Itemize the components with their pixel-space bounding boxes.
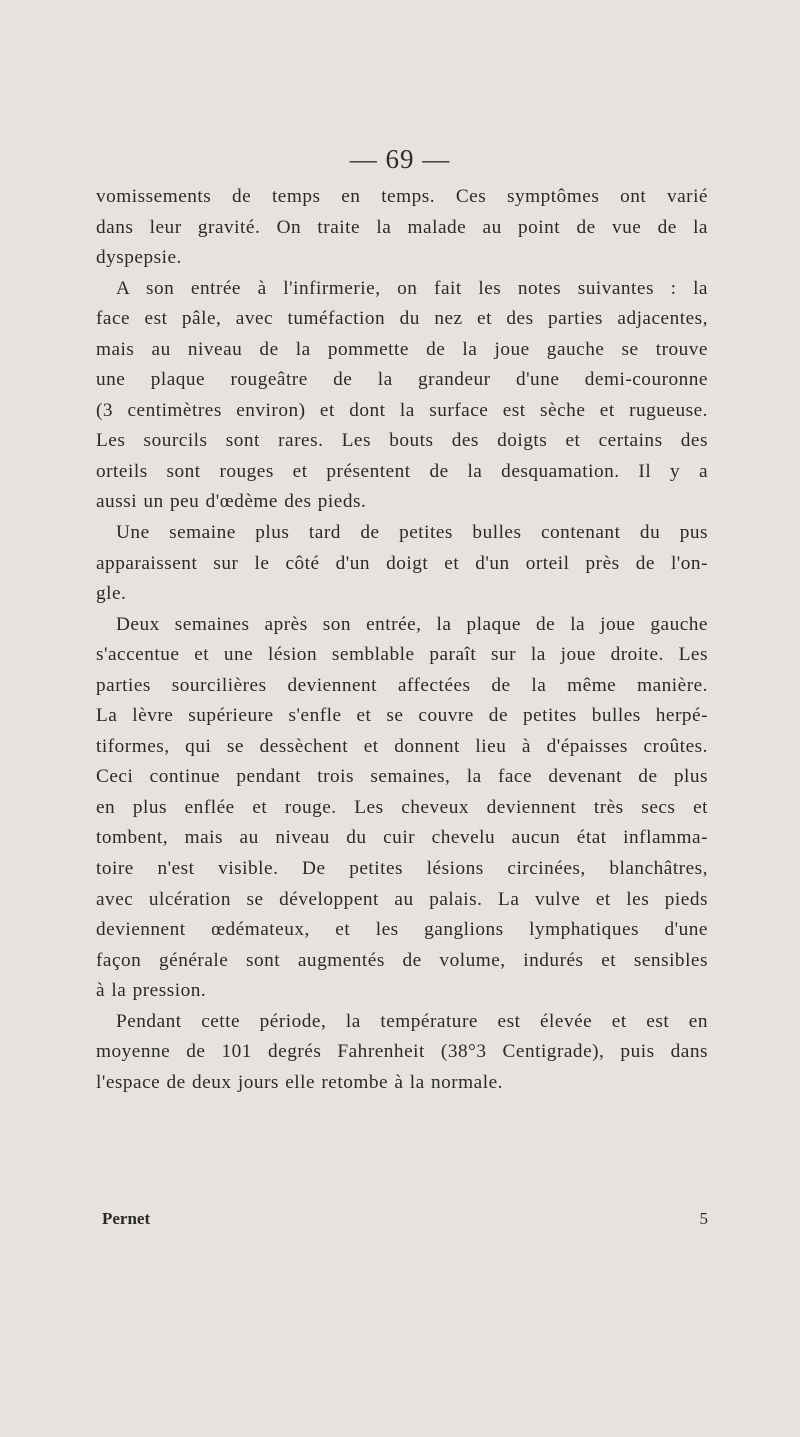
text-line: dyspepsie. <box>96 247 182 269</box>
text-line: l'espace de deux jours elle retombe à la normale. <box>96 1071 503 1093</box>
footer-author: Pernet <box>102 1209 151 1228</box>
text-line: tiformes, qui se dessèchent et donnent lieu à d'épaisses croûtes. <box>96 735 708 757</box>
text-line: avec ulcération se développent au palais. La vulve et les pieds <box>96 888 708 910</box>
text-line: orteils sont rouges et présentent de la desquamation. Il y a <box>96 460 708 482</box>
text-line: tombent, mais au niveau du cuir chevelu aucun état inflamma- <box>96 827 708 849</box>
text-line: toire n'est visible. De petites lésions circinées, blanchâtres, <box>96 858 708 880</box>
text-line: à la pression. <box>96 980 207 1002</box>
text-line: en plus enflée et rouge. Les cheveux deviennent très secs et <box>96 796 708 818</box>
text-line: A son entrée à l'infirmerie, on fait les notes suivantes : la <box>116 277 708 299</box>
signature-mark: 5 <box>699 1209 708 1228</box>
text-line: Les sourcils sont rares. Les bouts des doigts et certains des <box>96 430 708 452</box>
text-line: moyenne de 101 degrés Fahrenheit (38°3 Centigrade), puis dans <box>96 1041 708 1063</box>
text-line: une plaque rougeâtre de la grandeur d'une demi-couronne <box>96 369 708 391</box>
text-line: Pendant cette période, la température est élevée et est en <box>116 1010 708 1032</box>
text-line: apparaissent sur le côté d'un doigt et d'un orteil près de l'on- <box>96 552 708 574</box>
text-line: La lèvre supérieure s'enfle et se couvre de petites bulles herpé- <box>96 705 708 727</box>
text-line: s'accentue et une lésion semblable paraît sur la joue droite. Les <box>96 644 708 666</box>
text-line: façon générale sont augmentés de volume, indurés et sensibles <box>96 949 708 971</box>
text-line: vomissements de temps en temps. Ces symptômes ont varié <box>96 186 708 207</box>
text-line: mais au niveau de la pommette de la joue gauche se trouve <box>96 338 708 360</box>
text-line: aussi un peu d'œdème des pieds. <box>96 491 367 513</box>
text-line: Ceci continue pendant trois semaines, la face devenant de plus <box>96 766 708 788</box>
text-line: gle. <box>96 583 127 605</box>
body-text <box>96 182 708 1098</box>
text-line: (3 centimètres environ) et dont la surface est sèche et rugueuse. <box>96 399 708 421</box>
text-line: parties sourcilières deviennent affectées de la même manière. <box>96 674 708 696</box>
page-number: — 69 — <box>349 144 451 174</box>
text-line: Deux semaines après son entrée, la plaque de la joue gauche <box>116 613 708 635</box>
text-line: Une semaine plus tard de petites bulles contenant du pus <box>116 522 708 544</box>
text-line: deviennent œdémateux, et les ganglions lymphatiques d'une <box>96 919 708 941</box>
text-line: dans leur gravité. On traite la malade au point de vue de la <box>96 216 708 238</box>
text-line: face est pâle, avec tuméfaction du nez et des parties adjacentes, <box>96 308 708 330</box>
